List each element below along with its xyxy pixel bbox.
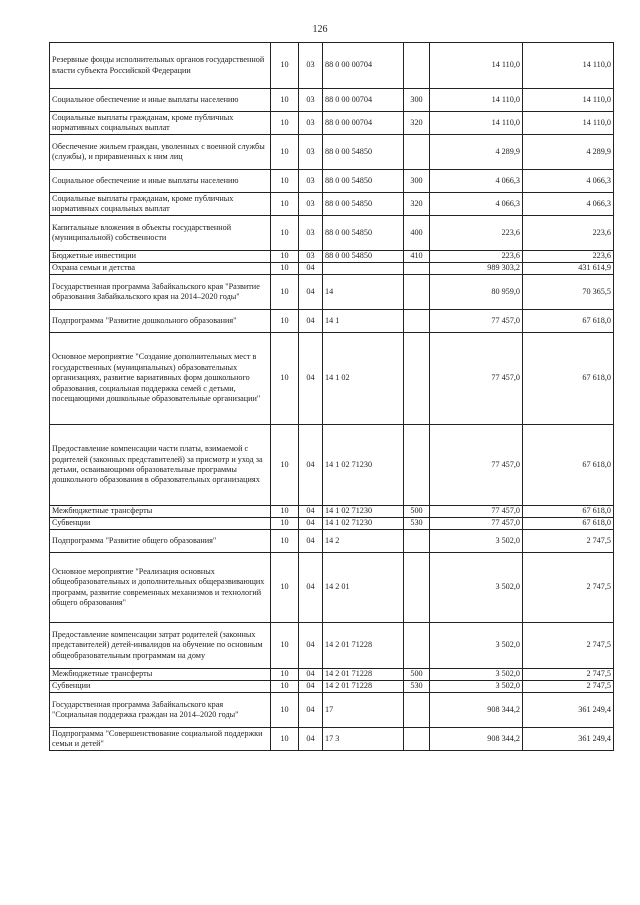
amount-executed: 4 289,9 — [523, 135, 614, 170]
expense-type-code — [404, 530, 430, 553]
section-code: 10 — [271, 506, 299, 518]
amount-executed: 4 066,3 — [523, 170, 614, 193]
expense-type-code — [404, 263, 430, 275]
amount-executed: 2 747,5 — [523, 530, 614, 553]
row-name: Межбюджетные трансферты — [50, 506, 271, 518]
expense-type-code — [404, 553, 430, 623]
subsection-code: 04 — [299, 553, 323, 623]
target-article-code: 14 2 — [323, 530, 404, 553]
amount-executed: 361 249,4 — [523, 728, 614, 751]
table-row — [50, 170, 614, 193]
row-name: Основное мероприятие "Создание дополнительных мест в государственных (муниципальных) образовательных организациях, развитие вариативных форм дошкольного образования, социальная поддержка семей с детьми, посещающими дошкольные образовательные организации" — [50, 333, 271, 425]
row-name: Капитальные вложения в объекты государственной (муниципальной) собственности — [50, 216, 271, 251]
subsection-code: 04 — [299, 623, 323, 669]
row-name: Бюджетные инвестиции — [50, 251, 271, 263]
subsection-code: 03 — [299, 43, 323, 89]
expense-type-code — [404, 623, 430, 669]
table-row — [50, 728, 614, 751]
target-article-code: 17 3 — [323, 728, 404, 751]
table-row — [50, 553, 614, 623]
amount-approved: 77 457,0 — [430, 425, 523, 506]
target-article-code: 14 1 02 71230 — [323, 506, 404, 518]
amount-executed: 67 618,0 — [523, 310, 614, 333]
section-code: 10 — [271, 251, 299, 263]
amount-executed: 2 747,5 — [523, 623, 614, 669]
table-row — [50, 193, 614, 216]
expense-type-code: 320 — [404, 112, 430, 135]
row-name: Государственная программа Забайкальского края "Социальная поддержка граждан на 2014–2020 годы" — [50, 693, 271, 728]
table-row — [50, 135, 614, 170]
section-code: 10 — [271, 518, 299, 530]
target-article-code: 14 2 01 71228 — [323, 623, 404, 669]
expense-type-code: 500 — [404, 506, 430, 518]
subsection-code: 04 — [299, 693, 323, 728]
amount-approved: 14 110,0 — [430, 112, 523, 135]
amount-executed: 67 618,0 — [523, 506, 614, 518]
amount-approved: 14 110,0 — [430, 43, 523, 89]
row-name: Основное мероприятие "Реализация основных общеобразовательных и дополнительных общеразвивающих программ, развитие современных механизмов и технологий общего образования" — [50, 553, 271, 623]
target-article-code: 88 0 00 54850 — [323, 170, 404, 193]
amount-approved: 3 502,0 — [430, 681, 523, 693]
amount-executed: 4 066,3 — [523, 193, 614, 216]
table-row — [50, 333, 614, 425]
target-article-code: 88 0 00 00704 — [323, 112, 404, 135]
subsection-code: 03 — [299, 216, 323, 251]
section-code: 10 — [271, 693, 299, 728]
expense-type-code — [404, 135, 430, 170]
expense-type-code: 300 — [404, 170, 430, 193]
amount-approved: 3 502,0 — [430, 669, 523, 681]
target-article-code: 17 — [323, 693, 404, 728]
section-code: 10 — [271, 275, 299, 310]
table-row — [50, 263, 614, 275]
target-article-code: 14 1 02 71230 — [323, 518, 404, 530]
amount-executed: 67 618,0 — [523, 333, 614, 425]
amount-approved: 3 502,0 — [430, 623, 523, 669]
amount-executed: 70 365,5 — [523, 275, 614, 310]
subsection-code: 04 — [299, 275, 323, 310]
amount-approved: 14 110,0 — [430, 89, 523, 112]
target-article-code: 14 2 01 71228 — [323, 669, 404, 681]
expense-type-code: 530 — [404, 518, 430, 530]
amount-executed: 223,6 — [523, 251, 614, 263]
row-name: Обеспечение жильем граждан, уволенных с военной службы (службы), и приравненных к ним лиц — [50, 135, 271, 170]
row-name: Субвенции — [50, 681, 271, 693]
row-name: Субвенции — [50, 518, 271, 530]
row-name: Подпрограмма "Развитие общего образования" — [50, 530, 271, 553]
section-code: 10 — [271, 623, 299, 669]
section-code: 10 — [271, 89, 299, 112]
section-code: 10 — [271, 425, 299, 506]
amount-approved: 80 959,0 — [430, 275, 523, 310]
subsection-code: 03 — [299, 193, 323, 216]
expense-type-code: 500 — [404, 669, 430, 681]
row-name: Охрана семьи и детства — [50, 263, 271, 275]
expense-type-code — [404, 425, 430, 506]
subsection-code: 03 — [299, 112, 323, 135]
target-article-code: 14 1 — [323, 310, 404, 333]
amount-executed: 223,6 — [523, 216, 614, 251]
amount-approved: 4 066,3 — [430, 193, 523, 216]
table-row — [50, 681, 614, 693]
target-article-code: 88 0 00 54850 — [323, 135, 404, 170]
amount-approved: 3 502,0 — [430, 553, 523, 623]
budget-table — [49, 42, 614, 751]
table-row — [50, 275, 614, 310]
row-name: Социальные выплаты гражданам, кроме публичных нормативных социальных выплат — [50, 112, 271, 135]
expense-type-code — [404, 43, 430, 89]
row-name: Резервные фонды исполнительных органов государственной власти субъекта Российской Федерации — [50, 43, 271, 89]
section-code: 10 — [271, 170, 299, 193]
row-name: Социальные выплаты гражданам, кроме публичных нормативных социальных выплат — [50, 193, 271, 216]
target-article-code: 14 1 02 71230 — [323, 425, 404, 506]
expense-type-code: 530 — [404, 681, 430, 693]
table-row — [50, 506, 614, 518]
section-code: 10 — [271, 530, 299, 553]
table-row — [50, 112, 614, 135]
amount-executed: 2 747,5 — [523, 669, 614, 681]
section-code: 10 — [271, 112, 299, 135]
section-code: 10 — [271, 263, 299, 275]
row-name: Подпрограмма "Совершенствование социальной поддержки семьи и детей" — [50, 728, 271, 751]
row-name: Социальное обеспечение и иные выплаты населению — [50, 89, 271, 112]
amount-approved: 223,6 — [430, 216, 523, 251]
table-row — [50, 216, 614, 251]
amount-executed: 431 614,9 — [523, 263, 614, 275]
target-article-code: 88 0 00 54850 — [323, 251, 404, 263]
section-code: 10 — [271, 728, 299, 751]
section-code: 10 — [271, 43, 299, 89]
table-row — [50, 89, 614, 112]
subsection-code: 03 — [299, 251, 323, 263]
row-name: Социальное обеспечение и иные выплаты населению — [50, 170, 271, 193]
table-row — [50, 530, 614, 553]
subsection-code: 04 — [299, 728, 323, 751]
table-row — [50, 425, 614, 506]
table-row — [50, 623, 614, 669]
amount-executed: 361 249,4 — [523, 693, 614, 728]
subsection-code: 04 — [299, 681, 323, 693]
table-row — [50, 310, 614, 333]
row-name: Предоставление компенсации части платы, взимаемой с родителей (законных представителей) за присмотр и уход за детьми, осваивающими образовательные программы дошкольного образования в образовательных организациях — [50, 425, 271, 506]
section-code: 10 — [271, 310, 299, 333]
section-code: 10 — [271, 193, 299, 216]
subsection-code: 04 — [299, 263, 323, 275]
target-article-code — [323, 263, 404, 275]
section-code: 10 — [271, 216, 299, 251]
subsection-code: 04 — [299, 310, 323, 333]
row-name: Подпрограмма "Развитие дошкольного образования" — [50, 310, 271, 333]
amount-approved: 77 457,0 — [430, 518, 523, 530]
table-row — [50, 518, 614, 530]
target-article-code: 14 — [323, 275, 404, 310]
section-code: 10 — [271, 669, 299, 681]
section-code: 10 — [271, 135, 299, 170]
subsection-code: 04 — [299, 333, 323, 425]
amount-executed: 2 747,5 — [523, 553, 614, 623]
target-article-code: 88 0 00 00704 — [323, 43, 404, 89]
amount-approved: 4 289,9 — [430, 135, 523, 170]
target-article-code: 14 1 02 — [323, 333, 404, 425]
expense-type-code — [404, 728, 430, 751]
target-article-code: 14 2 01 — [323, 553, 404, 623]
table-row — [50, 251, 614, 263]
subsection-code: 04 — [299, 506, 323, 518]
page-number: 126 — [312, 24, 328, 35]
subsection-code: 04 — [299, 518, 323, 530]
amount-executed: 14 110,0 — [523, 89, 614, 112]
expense-type-code: 320 — [404, 193, 430, 216]
row-name: Государственная программа Забайкальского края "Развитие образования Забайкальского края на 2014–2020 годы" — [50, 275, 271, 310]
table-row — [50, 43, 614, 89]
amount-approved: 223,6 — [430, 251, 523, 263]
amount-approved: 4 066,3 — [430, 170, 523, 193]
table-row — [50, 669, 614, 681]
amount-approved: 77 457,0 — [430, 310, 523, 333]
expense-type-code — [404, 693, 430, 728]
subsection-code: 04 — [299, 669, 323, 681]
amount-approved: 77 457,0 — [430, 333, 523, 425]
amount-approved: 989 303,2 — [430, 263, 523, 275]
amount-executed: 14 110,0 — [523, 112, 614, 135]
target-article-code: 88 0 00 54850 — [323, 193, 404, 216]
amount-executed: 2 747,5 — [523, 681, 614, 693]
amount-executed: 67 618,0 — [523, 518, 614, 530]
expense-type-code: 400 — [404, 216, 430, 251]
expense-type-code: 410 — [404, 251, 430, 263]
subsection-code: 04 — [299, 425, 323, 506]
target-article-code: 88 0 00 00704 — [323, 89, 404, 112]
amount-executed: 67 618,0 — [523, 425, 614, 506]
target-article-code: 14 2 01 71228 — [323, 681, 404, 693]
target-article-code: 88 0 00 54850 — [323, 216, 404, 251]
section-code: 10 — [271, 681, 299, 693]
amount-approved: 908 344,2 — [430, 693, 523, 728]
subsection-code: 03 — [299, 170, 323, 193]
amount-executed: 14 110,0 — [523, 43, 614, 89]
row-name: Межбюджетные трансферты — [50, 669, 271, 681]
amount-approved: 908 344,2 — [430, 728, 523, 751]
subsection-code: 04 — [299, 530, 323, 553]
subsection-code: 03 — [299, 135, 323, 170]
section-code: 10 — [271, 333, 299, 425]
row-name: Предоставление компенсации затрат родителей (законных представителей) детей-инвалидов на обучение по основным общеобразовательным программам на дому — [50, 623, 271, 669]
amount-approved: 3 502,0 — [430, 530, 523, 553]
expense-type-code — [404, 310, 430, 333]
section-code: 10 — [271, 553, 299, 623]
expense-type-code: 300 — [404, 89, 430, 112]
amount-approved: 77 457,0 — [430, 506, 523, 518]
expense-type-code — [404, 333, 430, 425]
expense-type-code — [404, 275, 430, 310]
table-row — [50, 693, 614, 728]
subsection-code: 03 — [299, 89, 323, 112]
